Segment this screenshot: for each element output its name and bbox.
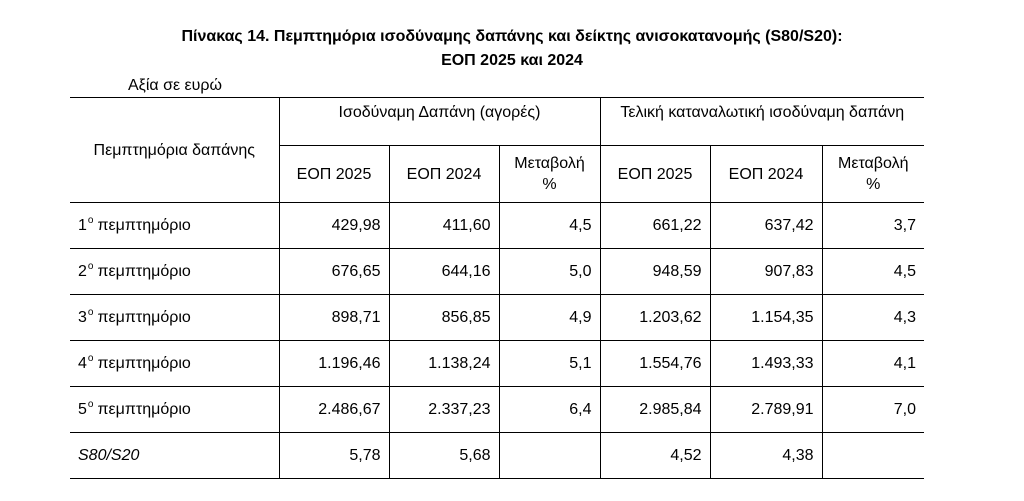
cell-g2-change: 3,7 xyxy=(822,203,924,249)
cell-g2-2025: 948,59 xyxy=(600,249,710,295)
cell-g2-2025: 2.985,84 xyxy=(600,387,710,433)
row-label: $3^o$ πεμπτημόριο xyxy=(70,295,279,341)
cell-g2-change: 4,1 xyxy=(822,341,924,387)
table-row-ratio xyxy=(70,433,924,479)
cell-g1-2025: 898,71 xyxy=(279,295,389,341)
table-title-line1: Πίνακας 14. Πεμπτημόρια ισοδύναμης δαπάνης και δείκτης ανισοκατανομής (S80/S20): xyxy=(181,28,843,45)
header-group-equivalent-expenditure: Ισοδύναμη Δαπάνη (αγορές) xyxy=(279,98,600,146)
cell-g2-2024: 2.789,91 xyxy=(710,387,822,433)
table-row xyxy=(70,387,924,433)
cell-g2-2025: 661,22 xyxy=(600,203,710,249)
table-row xyxy=(70,341,924,387)
cell-g1-2024: 856,85 xyxy=(389,295,499,341)
cell-g2-change: 4,3 xyxy=(822,295,924,341)
row-label: $2^o$ πεμπτημόριο xyxy=(70,249,279,295)
quintile-table xyxy=(70,97,924,479)
cell-g1-2024: 2.337,23 xyxy=(389,387,499,433)
cell-g1-change: 5,0 xyxy=(499,249,600,295)
row-label: $5^o$ πεμπτημόριο xyxy=(70,387,279,433)
row-label-ratio: S80/S20 xyxy=(70,433,279,479)
header-g1-eop2024: ΕΟΠ 2024 xyxy=(389,146,499,203)
cell-g1-2025: 676,65 xyxy=(279,249,389,295)
cell-g2-2024: 637,42 xyxy=(710,203,822,249)
cell-g1-2024: 5,68 xyxy=(389,433,499,479)
header-quintile-column: Πεμπτημόρια δαπάνης xyxy=(70,98,279,203)
cell-g2-2025: 1.203,62 xyxy=(600,295,710,341)
row-label: $1^o$ πεμπτημόριο xyxy=(70,203,279,249)
header-g2-eop2024: ΕΟΠ 2024 xyxy=(710,146,822,203)
row-label: $4^o$ πεμπτημόριο xyxy=(70,341,279,387)
table-row xyxy=(70,295,924,341)
table-title-line2: ΕΟΠ 2025 και 2024 xyxy=(441,52,583,69)
header-g1-eop2025: ΕΟΠ 2025 xyxy=(279,146,389,203)
cell-g1-change: 4,5 xyxy=(499,203,600,249)
cell-g1-2024: 411,60 xyxy=(389,203,499,249)
cell-g2-2025: 1.554,76 xyxy=(600,341,710,387)
cell-g1-2024: 1.138,24 xyxy=(389,341,499,387)
cell-g1-2025: 2.486,67 xyxy=(279,387,389,433)
table-row xyxy=(70,203,924,249)
table-row xyxy=(70,249,924,295)
header-group-final-consumption: Τελική καταναλωτική ισοδύναμη δαπάνη xyxy=(600,98,924,146)
header-g2-eop2025: ΕΟΠ 2025 xyxy=(600,146,710,203)
cell-g2-2025: 4,52 xyxy=(600,433,710,479)
cell-g1-change: 5,1 xyxy=(499,341,600,387)
header-g2-change: Μεταβολή % xyxy=(822,146,924,203)
cell-g2-2024: 4,38 xyxy=(710,433,822,479)
cell-g1-change xyxy=(499,433,600,479)
cell-g1-2025: 1.196,46 xyxy=(279,341,389,387)
cell-g2-2024: 1.154,35 xyxy=(710,295,822,341)
cell-g2-change: 7,0 xyxy=(822,387,924,433)
cell-g1-2025: 5,78 xyxy=(279,433,389,479)
cell-g1-2025: 429,98 xyxy=(279,203,389,249)
cell-g1-2024: 644,16 xyxy=(389,249,499,295)
cell-g2-2024: 907,83 xyxy=(710,249,822,295)
cell-g1-change: 4,9 xyxy=(499,295,600,341)
cell-g2-2024: 1.493,33 xyxy=(710,341,822,387)
cell-g2-change: 4,5 xyxy=(822,249,924,295)
header-g1-change: Μεταβολή % xyxy=(499,146,600,203)
cell-g1-change: 6,4 xyxy=(499,387,600,433)
unit-note: Αξία σε ευρώ xyxy=(128,77,223,94)
cell-g2-change xyxy=(822,433,924,479)
